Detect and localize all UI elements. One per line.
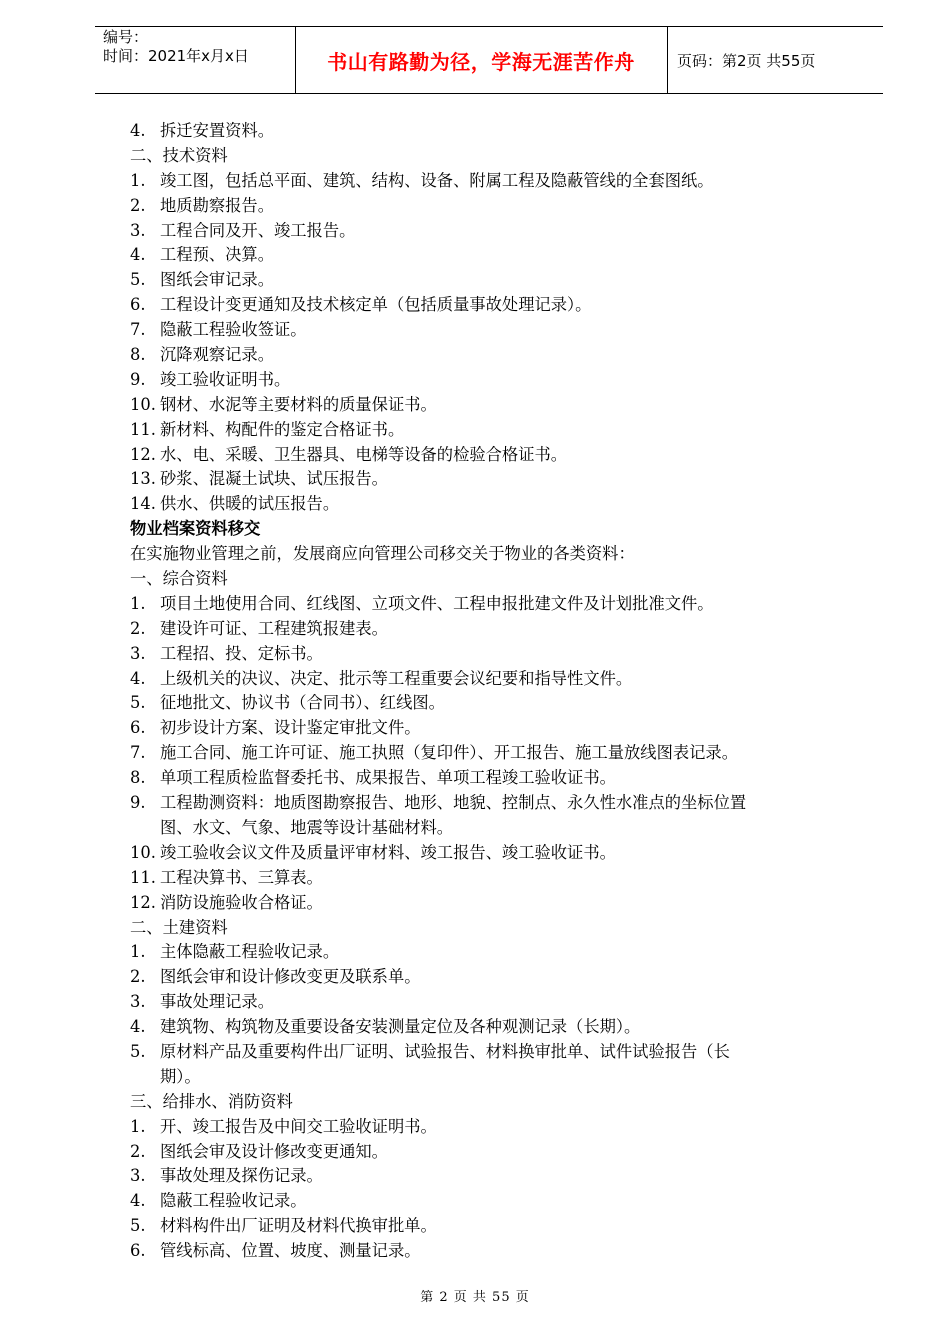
- list-item-number: 1.: [130, 170, 146, 190]
- line-text: 事故处理记录。: [160, 992, 274, 1012]
- line-text: 地质勘察报告。: [160, 195, 274, 215]
- list-item-number: 13.: [130, 469, 156, 489]
- line-text: 砂浆、混凝土试块、试压报告。: [160, 469, 388, 489]
- line-text: 工程预、决算。: [160, 245, 274, 265]
- text-line: [130, 567, 860, 592]
- line-text: 供水、供暖的试压报告。: [160, 494, 340, 514]
- line-text: 消防设施验收合格证。: [160, 892, 323, 912]
- list-item: [130, 1239, 860, 1264]
- line-text: 新材料、构配件的鉴定合格证书。: [160, 419, 405, 439]
- text-line: [130, 144, 860, 169]
- list-item-number: 6.: [130, 295, 146, 315]
- list-item: [130, 1189, 860, 1214]
- list-item-number: 3.: [130, 643, 146, 663]
- list-item-number: 7.: [130, 743, 146, 763]
- list-item: [130, 393, 860, 418]
- list-item: [130, 741, 860, 766]
- list-item-number: 4.: [130, 245, 146, 265]
- line-text: 建设许可证、工程建筑报建表。: [160, 618, 388, 638]
- list-item-number: 5.: [130, 1216, 146, 1236]
- list-item: [130, 990, 860, 1015]
- list-item-number: 10.: [130, 394, 156, 414]
- list-item: [130, 169, 860, 194]
- list-item-number: 6.: [130, 718, 146, 738]
- list-item: [130, 716, 860, 741]
- text-line: [130, 916, 860, 941]
- line-text: 隐蔽工程验收记录。: [160, 1191, 307, 1211]
- list-item-number: 2.: [130, 618, 146, 638]
- line-text: 工程设计变更通知及技术核定单（包括质量事故处理记录）。: [160, 295, 592, 315]
- list-item: [130, 418, 860, 443]
- line-text: 竣工验收会议文件及质量评审材料、竣工报告、竣工验收证书。: [160, 842, 616, 862]
- list-item: [130, 368, 860, 393]
- list-item: [130, 891, 860, 916]
- line-text: 沉降观察记录。: [160, 345, 274, 365]
- line-text: 三、给排水、消防资料: [130, 1091, 293, 1111]
- line-text: 水、电、采暖、卫生器具、电梯等设备的检验合格证书。: [160, 444, 568, 464]
- line-text: 项目土地使用合同、红线图、立项文件、工程申报批建文件及计划批准文件。: [160, 593, 714, 613]
- list-item: [130, 293, 860, 318]
- list-item: [130, 965, 860, 990]
- list-item: [130, 642, 860, 667]
- list-item-number: 3.: [130, 220, 146, 240]
- line-text: 征地批文、协议书（合同书）、红线图。: [160, 693, 445, 713]
- document-time-label: 时间：2021年x月x日: [103, 47, 249, 65]
- list-item: [130, 841, 860, 866]
- list-item-number: 5.: [130, 1041, 146, 1061]
- line-text: 图纸会审及设计修改变更通知。: [160, 1141, 388, 1161]
- list-item: [130, 617, 860, 642]
- document-number-label: 编号：: [103, 28, 149, 46]
- line-text: 一、综合资料: [130, 569, 228, 589]
- list-item: [130, 1040, 860, 1065]
- list-item: [130, 467, 860, 492]
- line-text: 竣工图，包括总平面、建筑、结构、设备、附属工程及隐蔽管线的全套图纸。: [160, 170, 714, 190]
- list-item: [130, 940, 860, 965]
- list-item: [130, 268, 860, 293]
- list-item-number: 9.: [130, 369, 146, 389]
- line-text: 工程招、投、定标书。: [160, 643, 323, 663]
- text-line: [130, 1065, 860, 1090]
- line-text: 开、竣工报告及中间交工验收证明书。: [160, 1116, 437, 1136]
- list-item-number: 12.: [130, 444, 156, 464]
- line-text: 工程勘测资料：地质图勘察报告、地形、地貌、控制点、永久性水准点的坐标位置: [160, 793, 747, 813]
- line-text: 原材料产品及重要构件出厂证明、试验报告、材料换审批单、试件试验报告（长: [160, 1041, 730, 1061]
- header-motto: 书山有路勤为径，学海无涯苦作舟: [327, 49, 635, 74]
- list-item-number: 4.: [130, 1191, 146, 1211]
- list-item: [130, 219, 860, 244]
- list-item-number: 14.: [130, 494, 156, 514]
- list-item-number: 11.: [130, 419, 156, 439]
- line-text: 事故处理及探伤记录。: [160, 1166, 323, 1186]
- list-item-number: 8.: [130, 768, 146, 788]
- list-item: [130, 343, 860, 368]
- list-item: [130, 866, 860, 891]
- list-item: [130, 194, 860, 219]
- list-item-number: 5.: [130, 693, 146, 713]
- list-item-number: 4.: [130, 668, 146, 688]
- list-item: [130, 766, 860, 791]
- line-text: 隐蔽工程验收签证。: [160, 320, 307, 340]
- list-item: [130, 1115, 860, 1140]
- header-page-number: 页码：第2页 共55页: [677, 51, 816, 70]
- line-text: 钢材、水泥等主要材料的质量保证书。: [160, 394, 437, 414]
- line-text: 拆迁安置资料。: [160, 121, 274, 140]
- page-header: [95, 26, 883, 94]
- list-item: [130, 119, 860, 144]
- list-item: [130, 1140, 860, 1165]
- line-text: 管线标高、位置、坡度、测量记录。: [160, 1241, 421, 1261]
- list-item: [130, 443, 860, 468]
- line-text: 工程决算书、三算表。: [160, 867, 323, 887]
- list-item-number: 2.: [130, 1141, 146, 1161]
- list-item-number: 10.: [130, 842, 156, 862]
- line-text: 工程合同及开、竣工报告。: [160, 220, 356, 240]
- list-item: [130, 1015, 860, 1040]
- list-item-number: 2.: [130, 195, 146, 215]
- list-item: [130, 691, 860, 716]
- list-item: [130, 667, 860, 692]
- text-line: [130, 542, 860, 567]
- list-item: [130, 1214, 860, 1239]
- list-item-number: 9.: [130, 793, 146, 813]
- section-title: [130, 517, 860, 542]
- line-text: 建筑物、构筑物及重要设备安装测量定位及各种观测记录（长期）。: [160, 1017, 641, 1037]
- line-text: 图纸会审记录。: [160, 270, 274, 290]
- list-item: [130, 492, 860, 517]
- line-text: 竣工验收证明书。: [160, 369, 291, 389]
- list-item-number: 1.: [130, 1116, 146, 1136]
- line-text: 单项工程质检监督委托书、成果报告、单项工程竣工验收证书。: [160, 768, 616, 788]
- list-item-number: 3.: [130, 992, 146, 1012]
- list-item: [130, 318, 860, 343]
- line-text: 图、水文、气象、地震等设计基础材料。: [160, 817, 454, 837]
- list-item-number: 7.: [130, 320, 146, 340]
- header-divider: [667, 27, 668, 93]
- list-item-number: 5.: [130, 270, 146, 290]
- text-line: [130, 816, 860, 841]
- list-item-number: 1.: [130, 942, 146, 962]
- line-text: 初步设计方案、设计鉴定审批文件。: [160, 718, 421, 738]
- line-text: 期）。: [160, 1066, 201, 1086]
- list-item-number: 6.: [130, 1241, 146, 1261]
- line-text: 在实施物业管理之前，发展商应向管理公司移交关于物业的各类资料：: [130, 544, 635, 564]
- list-item-number: 8.: [130, 345, 146, 365]
- page-footer: 第 2 页 共 55 页: [420, 1290, 530, 1305]
- list-item-number: 11.: [130, 867, 156, 887]
- list-item: [130, 592, 860, 617]
- list-item: [130, 243, 860, 268]
- list-item-number: 4.: [130, 1017, 146, 1037]
- line-text: 物业档案资料移交: [130, 519, 261, 539]
- list-item-number: 1.: [130, 593, 146, 613]
- line-text: 施工合同、施工许可证、施工执照（复印件）、开工报告、施工量放线图表记录。: [160, 743, 738, 763]
- text-line: [130, 1090, 860, 1115]
- line-text: 图纸会审和设计修改变更及联系单。: [160, 967, 421, 987]
- list-item-number: 3.: [130, 1166, 146, 1186]
- list-item: [130, 791, 860, 816]
- list-item-number: 4.: [130, 121, 146, 140]
- list-item: [130, 1164, 860, 1189]
- line-text: 二、土建资料: [130, 917, 228, 937]
- list-item-number: 12.: [130, 892, 156, 912]
- list-item-number: 2.: [130, 967, 146, 987]
- line-text: 上级机关的决议、决定、批示等工程重要会议纪要和指导性文件。: [160, 668, 633, 688]
- document-body: [130, 119, 860, 1264]
- line-text: 材料构件出厂证明及材料代换审批单。: [160, 1216, 437, 1236]
- line-text: 二、技术资料: [130, 145, 228, 165]
- header-meta: [103, 27, 293, 93]
- line-text: 主体隐蔽工程验收记录。: [160, 942, 340, 962]
